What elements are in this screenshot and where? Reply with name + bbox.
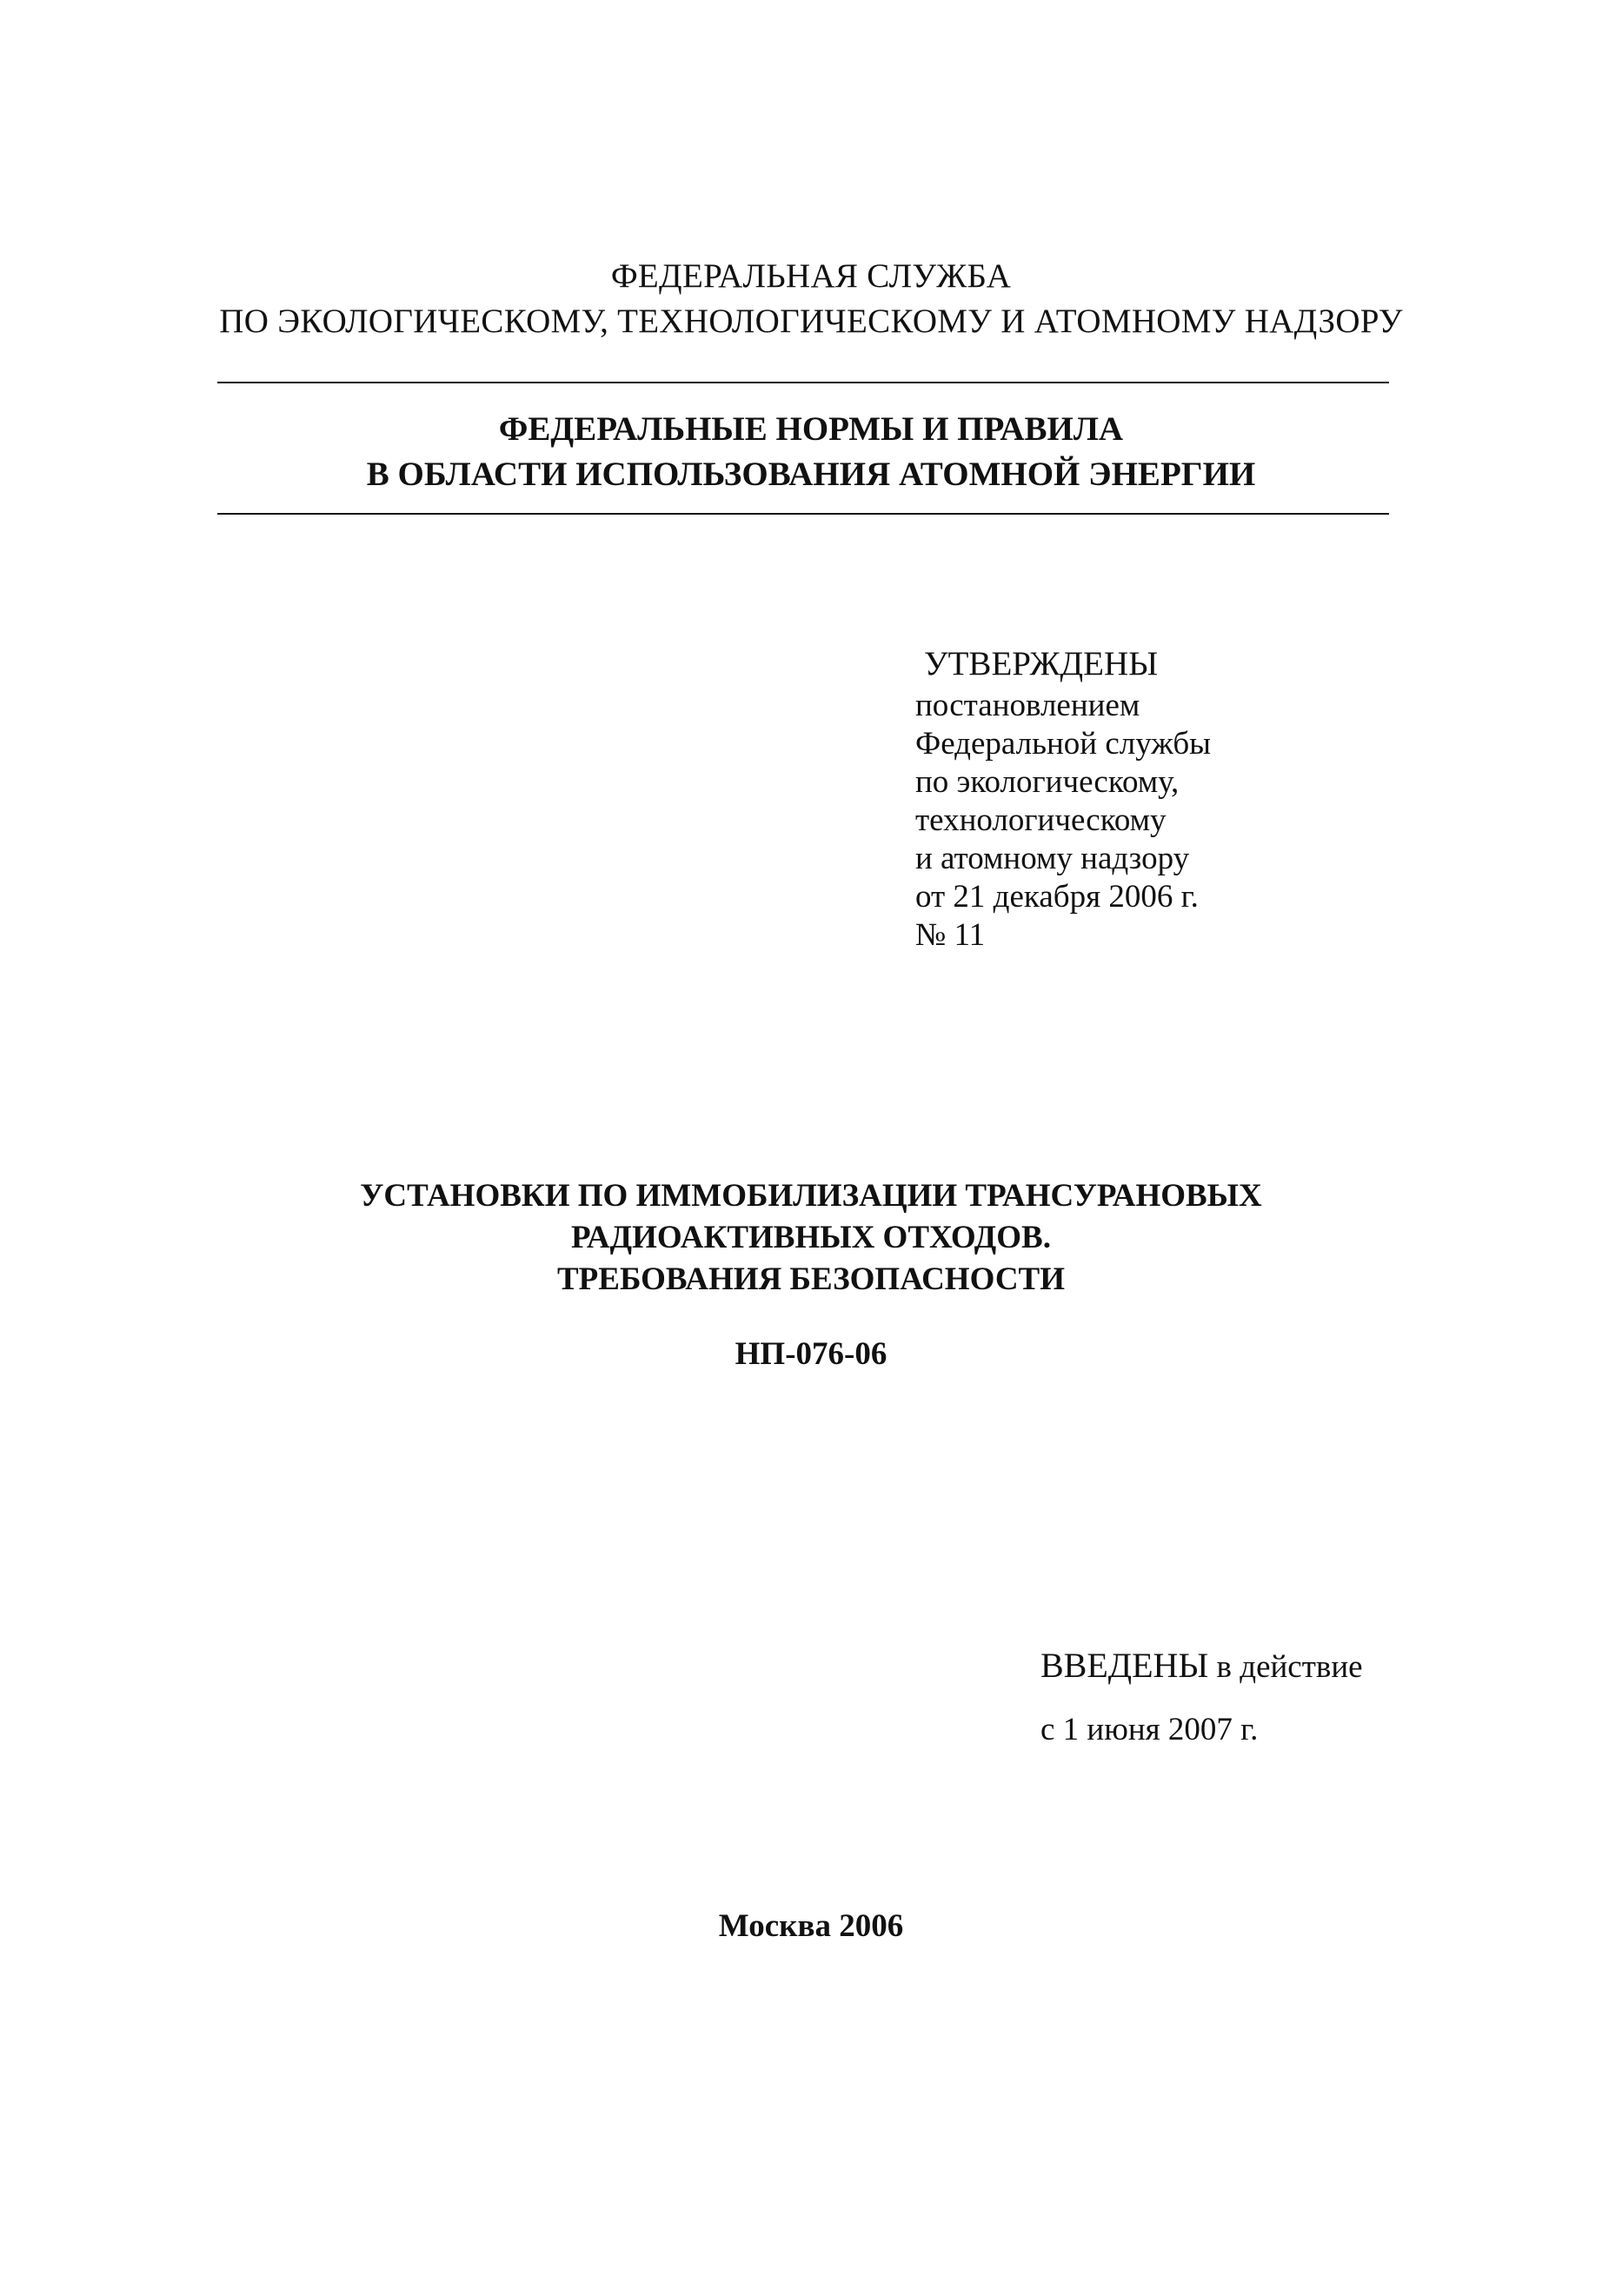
approval-line: Федеральной службы xyxy=(915,726,1212,762)
effective-word: ВВЕДЕНЫ xyxy=(1040,1646,1209,1685)
approval-line: постановлением xyxy=(915,688,1140,723)
title-line-3: ТРЕБОВАНИЯ БЕЗОПАСНОСТИ xyxy=(556,1261,1065,1297)
norms-line-1: ФЕДЕРАЛЬНЫЕ НОРМЫ И ПРАВИЛА xyxy=(498,410,1124,448)
effective-suffix: в действие xyxy=(1208,1649,1363,1685)
divider-top xyxy=(217,382,1389,383)
norms-line-2: В ОБЛАСТИ ИСПОЛЬЗОВАНИЯ АТОМНОЙ ЭНЕРГИИ xyxy=(366,456,1256,493)
title-line-1: УСТАНОВКИ ПО ИММОБИЛИЗАЦИИ ТРАНСУРАНОВЫХ xyxy=(360,1178,1262,1214)
approval-number: № 11 xyxy=(915,917,986,953)
approval-heading: УТВЕРЖДЕНЫ xyxy=(924,645,1159,682)
effective-line xyxy=(1040,1634,1363,1699)
city-year: Москва 2006 xyxy=(718,1908,904,1944)
effective-date: с 1 июня 2007 г. xyxy=(1040,1712,1259,1747)
norms-heading xyxy=(0,407,1622,497)
document-title xyxy=(0,1175,1622,1301)
approval-line: технологическому xyxy=(915,802,1167,838)
agency-line-2: ПО ЭКОЛОГИЧЕСКОМУ, ТЕХНОЛОГИЧЕСКОМУ И АТОМНОМУ НАДЗОРУ xyxy=(219,303,1403,340)
approval-line: от 21 декабря 2006 г. xyxy=(915,879,1199,915)
approval-line: по экологическому, xyxy=(915,764,1180,800)
divider-bottom xyxy=(217,513,1389,515)
approval-block xyxy=(915,642,1211,955)
document-code: НП-076-06 xyxy=(735,1336,887,1372)
agency-name xyxy=(0,254,1622,344)
effective-block xyxy=(1040,1634,1363,1761)
agency-line-1: ФЕДЕРАЛЬНАЯ СЛУЖБА xyxy=(610,257,1012,295)
approval-line: и атомному надзору xyxy=(915,841,1190,876)
title-line-2: РАДИОАКТИВНЫХ ОТХОДОВ. xyxy=(571,1220,1051,1255)
